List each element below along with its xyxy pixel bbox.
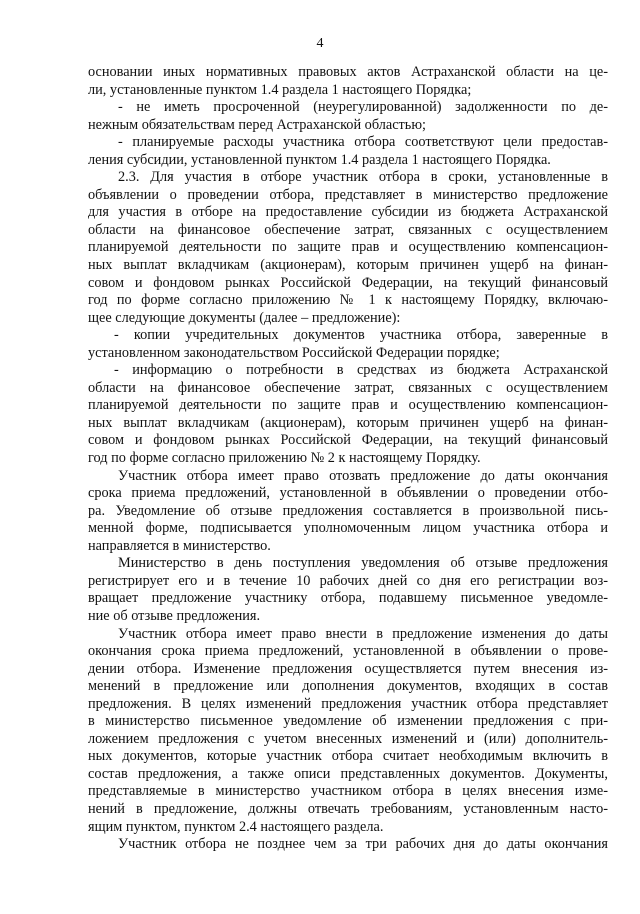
text-line: представляемые в министерство участником отбора в целях внесения изме-	[88, 783, 608, 800]
text-line: менной форме, подписывается уполномоченным лицом участника отбора и	[88, 520, 608, 537]
text-line: - планируемые расходы участника отбора соответствуют цели предостав-	[118, 134, 608, 151]
text-line: окончания срока приема предложений, установленной в объявлении о прове-	[88, 643, 608, 660]
text-line: дении отбора. Изменение предложения осуществляется путем внесения из-	[88, 660, 608, 677]
text-line: нежным обязательствам перед Астраханской областью;	[88, 116, 426, 133]
text-line: год по форме согласно приложению № 2 к настоящему Порядку.	[88, 450, 481, 467]
text-line: год по форме согласно приложению № 1 к настоящему Порядку, включаю-	[88, 292, 608, 309]
text-line: в министерство письменное уведомление об изменении предложения с при-	[88, 713, 608, 730]
text-line: планируемой деятельности по защите прав и осуществлению компенсацион-	[88, 397, 608, 414]
text-line: Участник отбора имеет право отозвать предложение до даты окончания	[118, 467, 608, 484]
text-line: ра. Уведомление об отзыве предложения составляется в произвольной пись-	[88, 502, 608, 519]
text-line: срока приема предложений, установленной в объявлении о проведении отбо-	[88, 485, 608, 502]
text-line: - копии учредительных документов участника отбора, заверенные в	[114, 327, 608, 344]
text-line: 2.3. Для участия в отборе участник отбора в сроки, установленные в	[118, 169, 608, 186]
text-line: ных документов, которые участник отбора считает необходимым включить в	[88, 748, 608, 765]
document-body	[88, 64, 608, 854]
text-line: Участник отбора не позднее чем за три рабочих дня до даты окончания	[118, 836, 608, 853]
text-line: нений в предложение, должны отвечать требованиям, установленным насто-	[88, 800, 608, 817]
text-line: щее следующие документы (далее – предложение):	[88, 309, 401, 326]
text-line: для участия в отборе на предоставление субсидии из бюджета Астраханской	[88, 204, 608, 221]
text-line: ных выплат вкладчикам (акционерам), которым причинен ущерб на финан-	[88, 414, 608, 431]
text-line: регистрирует его и в течение 10 рабочих дней со дня его регистрации воз-	[88, 572, 608, 589]
text-line: ли, установленные пунктом 1.4 раздела 1 настоящего Порядка;	[88, 81, 472, 98]
text-line: планируемой деятельности по защите прав и осуществлению компенсацион-	[88, 239, 608, 256]
text-line: ных выплат вкладчикам (акционерам), которым причинен ущерб на финан-	[88, 257, 608, 274]
text-line: - не иметь просроченной (неурегулированной) задолженности по де-	[118, 99, 608, 116]
text-line: менений в предложение или дополнения документов, входящих в состав	[88, 678, 608, 695]
text-line: направляется в министерство.	[88, 537, 271, 554]
text-line: установленном законодательством Российской Федерации порядке;	[88, 344, 500, 361]
text-line: Участник отбора имеет право внести в предложение изменения до даты	[118, 625, 608, 642]
text-line: предложения. В целях изменений предложения участник отбора представляет	[88, 695, 608, 712]
text-line: Министерство в день поступления уведомления об отзыве предложения	[118, 555, 608, 572]
text-line: состав предложения, а также описи представленных документов. Документы,	[88, 765, 608, 782]
page-number: 4	[316, 36, 324, 51]
text-line: области на финансовое обеспечение затрат, связанных с осуществлением	[88, 221, 608, 238]
text-line: основании иных нормативных правовых актов Астраханской области на це-	[88, 64, 608, 80]
text-line: - информацию о потребности в средствах из бюджета Астраханской	[114, 362, 608, 379]
text-line: ложением предложения с учетом внесенных изменений и (или) дополнитель-	[88, 730, 608, 747]
text-line: совом и фондовом рынках Российской Федерации, на текущий финансовый	[88, 274, 608, 291]
text-line: области на финансовое обеспечение затрат, связанных с осуществлением	[88, 379, 608, 396]
text-line: объявлении о проведении отбора, представляет в министерство предложение	[88, 186, 608, 203]
text-line: ления субсидии, установленной пунктом 1.4 раздела 1 настоящего Порядка.	[88, 151, 551, 168]
text-line: ние об отзыве предложения.	[88, 607, 261, 624]
text-line: ящим пунктом, пунктом 2.4 настоящего раздела.	[88, 818, 384, 835]
text-line: совом и фондовом рынках Российской Федерации, на текущий финансовый	[88, 432, 608, 449]
text-line: вращает предложение участнику отбора, подавшему письменное уведомле-	[88, 590, 608, 607]
